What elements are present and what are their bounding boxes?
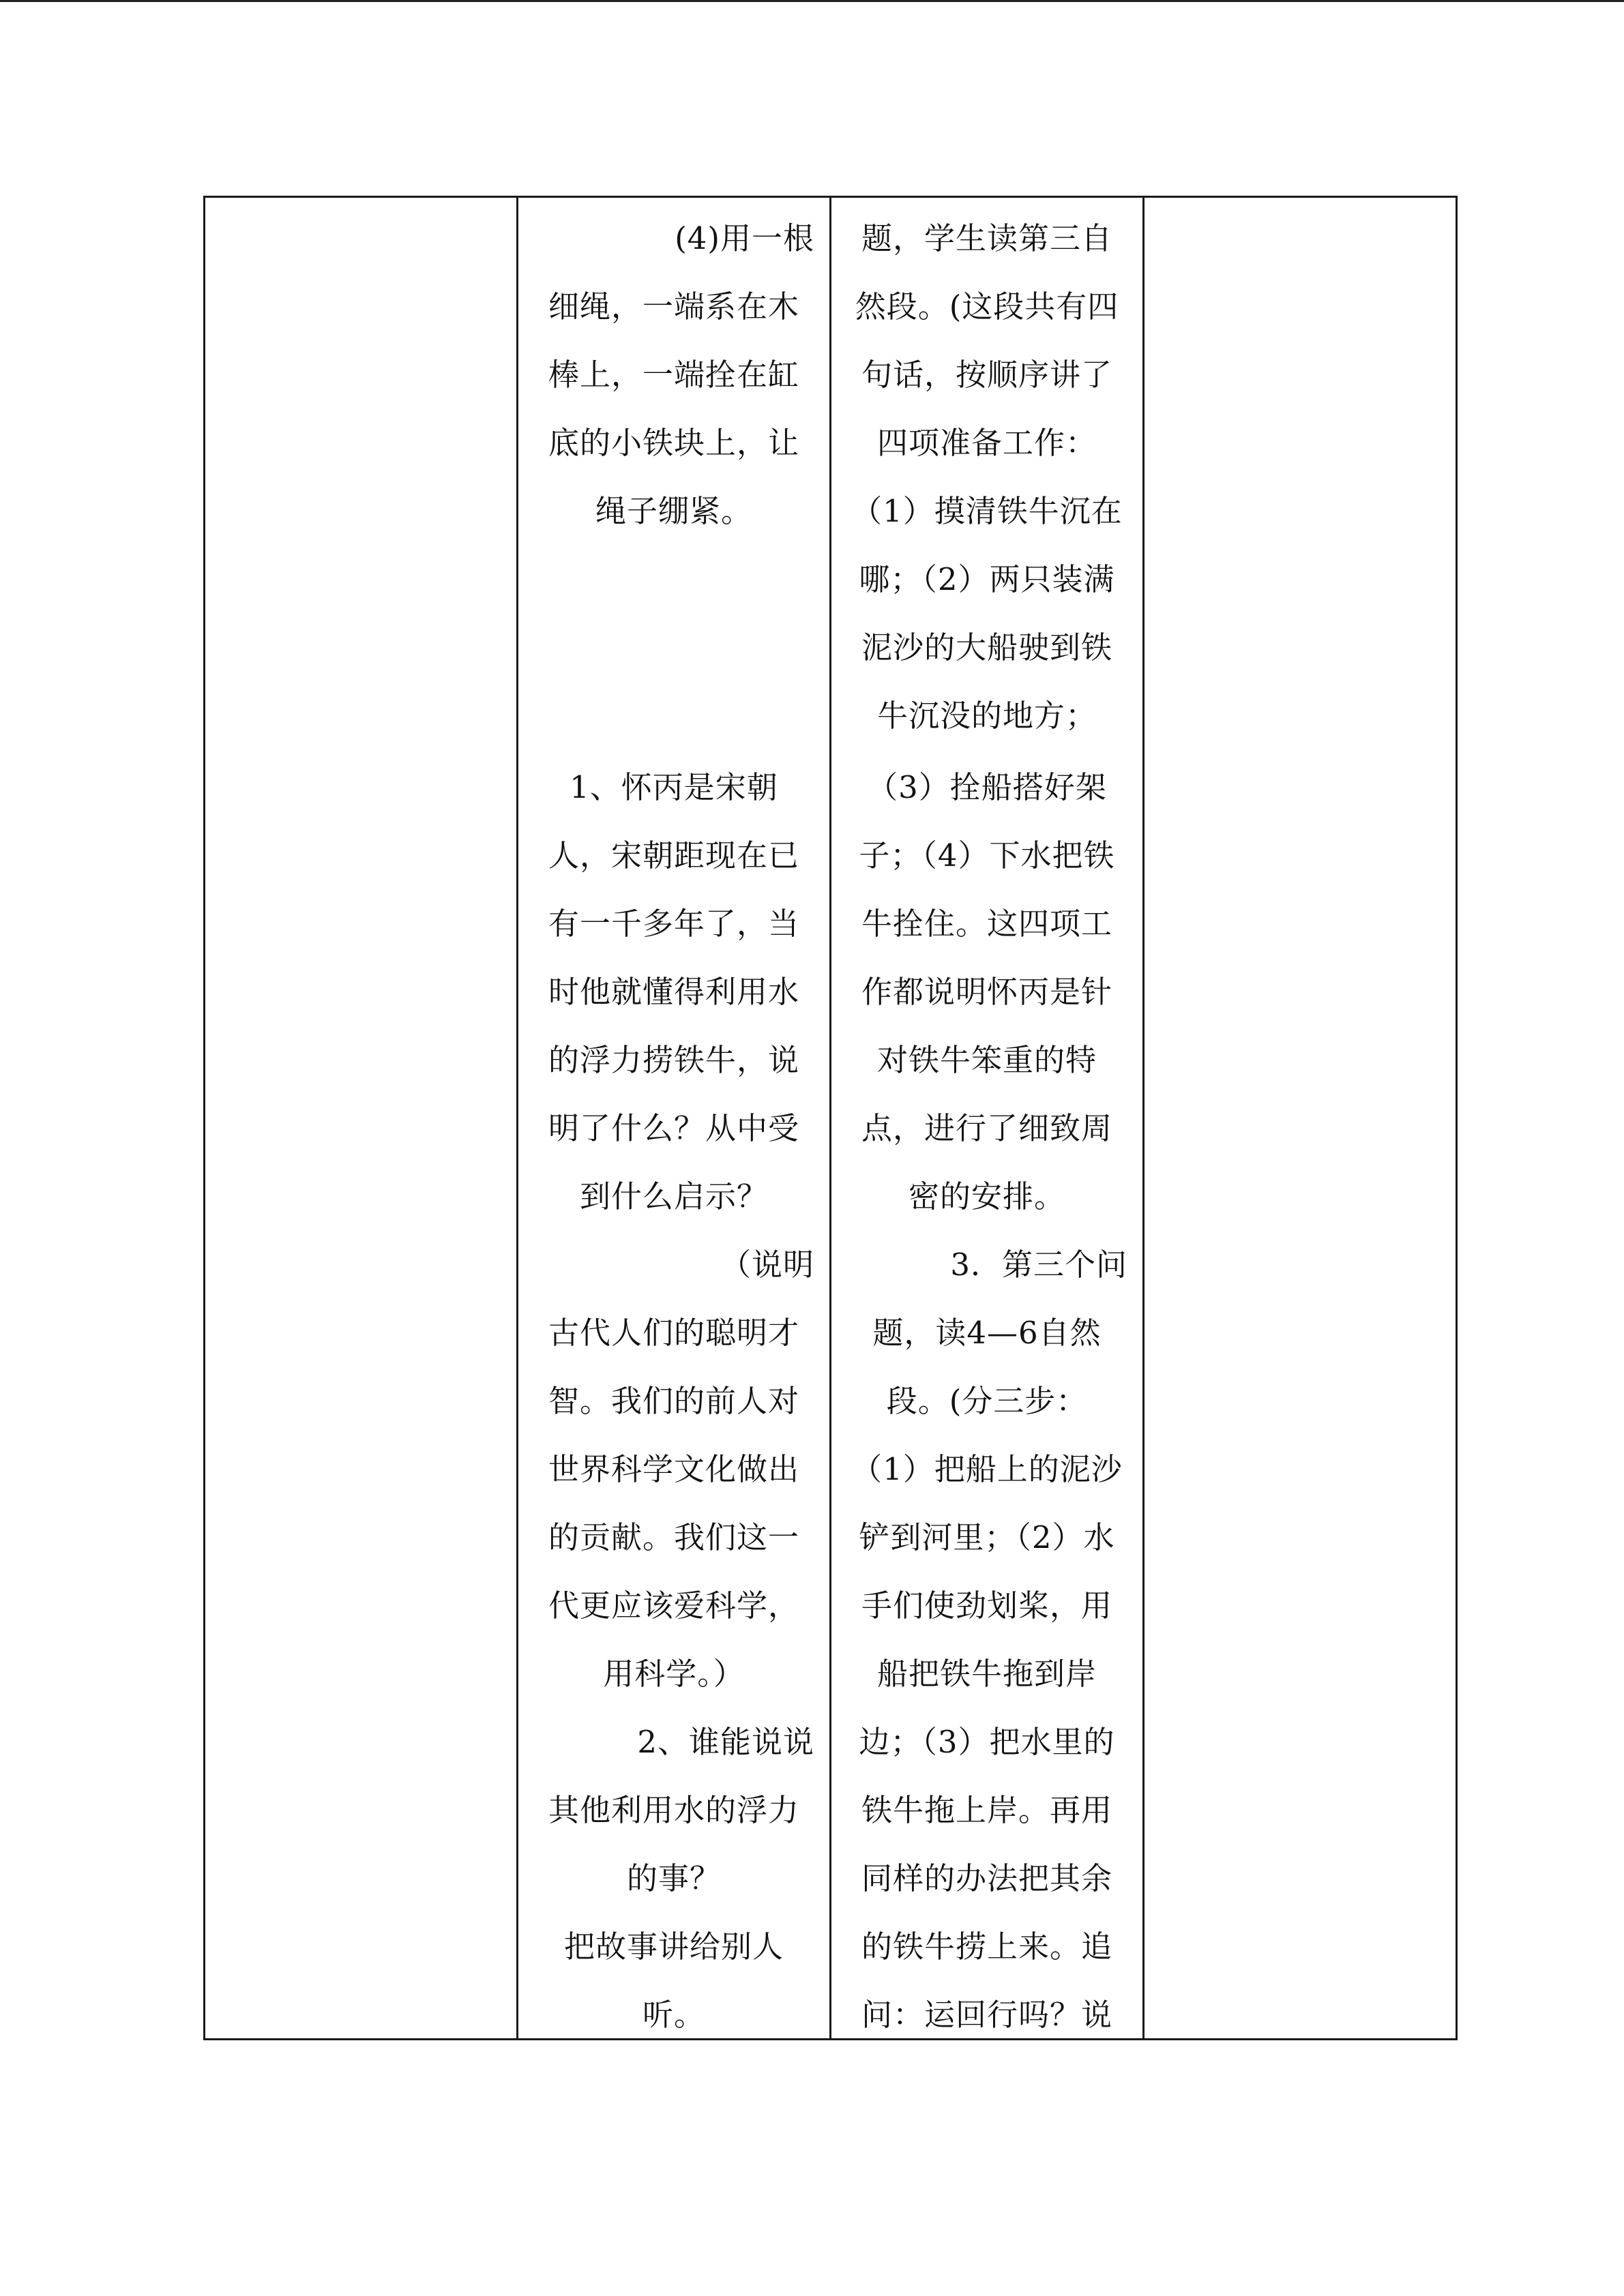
text-line: 船把铁牛拖到岸 (876, 1656, 1097, 1692)
text-line: （说明 (720, 1247, 814, 1283)
table-row (205, 197, 1457, 2040)
text-line: 同样的办法把其余 (861, 1860, 1112, 1896)
text-line: 智。我们的前人对 (548, 1383, 799, 1419)
text-line: 然段。(这段共有四 (855, 288, 1119, 325)
text-line: 细绳，一端系在木 (548, 288, 799, 325)
text-line: 用科学。） (603, 1656, 745, 1692)
text-line: 手们使劲划桨，用 (861, 1587, 1112, 1624)
text-line: 对铁牛笨重的特 (876, 1042, 1097, 1078)
text-line: 点，进行了细致周 (861, 1110, 1112, 1146)
text-line: 其他利用水的浮力 (548, 1792, 799, 1828)
text-line: 的铁牛捞上来。追 (861, 1928, 1112, 1965)
text-line: 到什么启示？ (579, 1178, 768, 1214)
text-line: 牛拴住。这四项工 (861, 906, 1112, 942)
text-line: 世界科学文化做出 (548, 1451, 799, 1487)
text-line: （1）把船上的泥沙 (851, 1451, 1123, 1487)
text-line: 密的安排。 (908, 1178, 1065, 1214)
text-line: 棒上，一端拴在缸 (548, 357, 799, 393)
text-line: 子；（4）下水把铁 (859, 837, 1115, 874)
text-line: 有一千多年了，当 (548, 906, 799, 942)
text-line: 底的小铁块上，让 (548, 425, 799, 461)
text-line: 1、怀丙是宋朝 (570, 769, 778, 805)
text-line: 边；（3）把水里的 (859, 1724, 1115, 1760)
text-line: （3）拴船搭好架 (867, 769, 1107, 805)
text-line: 把故事讲给别人 (563, 1928, 784, 1965)
text-line: 铲到河里；（2）水 (859, 1519, 1115, 1555)
text-line: （1）摸清铁牛沉在 (851, 493, 1123, 529)
text-line: 作都说明怀丙是针 (861, 974, 1112, 1010)
text-line: (4)用一根 (675, 220, 814, 256)
text-line: 明了什么？从中受 (548, 1110, 799, 1146)
page-top-border (0, 0, 1624, 2)
text-line: 时他就懂得利用水 (548, 974, 799, 1010)
text-line: 听。 (642, 1997, 705, 2033)
text-line: 的事？ (626, 1860, 721, 1896)
table-cell-procedure (831, 197, 1144, 2040)
text-line: 题，学生读第三自 (861, 220, 1112, 256)
text-line: 句话，按顺序讲了 (861, 357, 1112, 393)
text-line: 问：运回行吗？说 (861, 1997, 1112, 2033)
table-cell-empty-right (1144, 197, 1457, 2040)
activity-text (518, 198, 829, 2038)
text-line: 人，宋朝距现在已 (548, 837, 799, 874)
text-line: 哪；（2）两只装满 (859, 561, 1115, 597)
text-line: 的贡献。我们这一 (548, 1519, 799, 1555)
text-line: 铁牛拖上岸。再用 (861, 1792, 1112, 1828)
text-line: 古代人们的聪明才 (548, 1315, 799, 1351)
text-line: 的浮力捞铁牛，说 (548, 1042, 799, 1078)
text-line: 四项准备工作： (876, 425, 1097, 461)
procedure-text (831, 198, 1142, 2038)
text-line: 泥沙的大船驶到铁 (861, 629, 1112, 666)
table-cell-activity (518, 197, 831, 2040)
text-line: 2、谁能说说 (637, 1724, 814, 1760)
text-line: 代更应该爱科学， (548, 1587, 799, 1624)
text-line: 段。(分三步： (886, 1383, 1088, 1419)
lesson-plan-table (203, 196, 1458, 2040)
text-line: 牛沉没的地方； (876, 698, 1097, 734)
table-cell-empty-left (205, 197, 518, 2040)
text-line: 题，读4—6自然 (872, 1315, 1102, 1351)
text-line: 3．第三个问 (950, 1247, 1127, 1283)
text-line: 绳子绷紧。 (595, 493, 752, 529)
